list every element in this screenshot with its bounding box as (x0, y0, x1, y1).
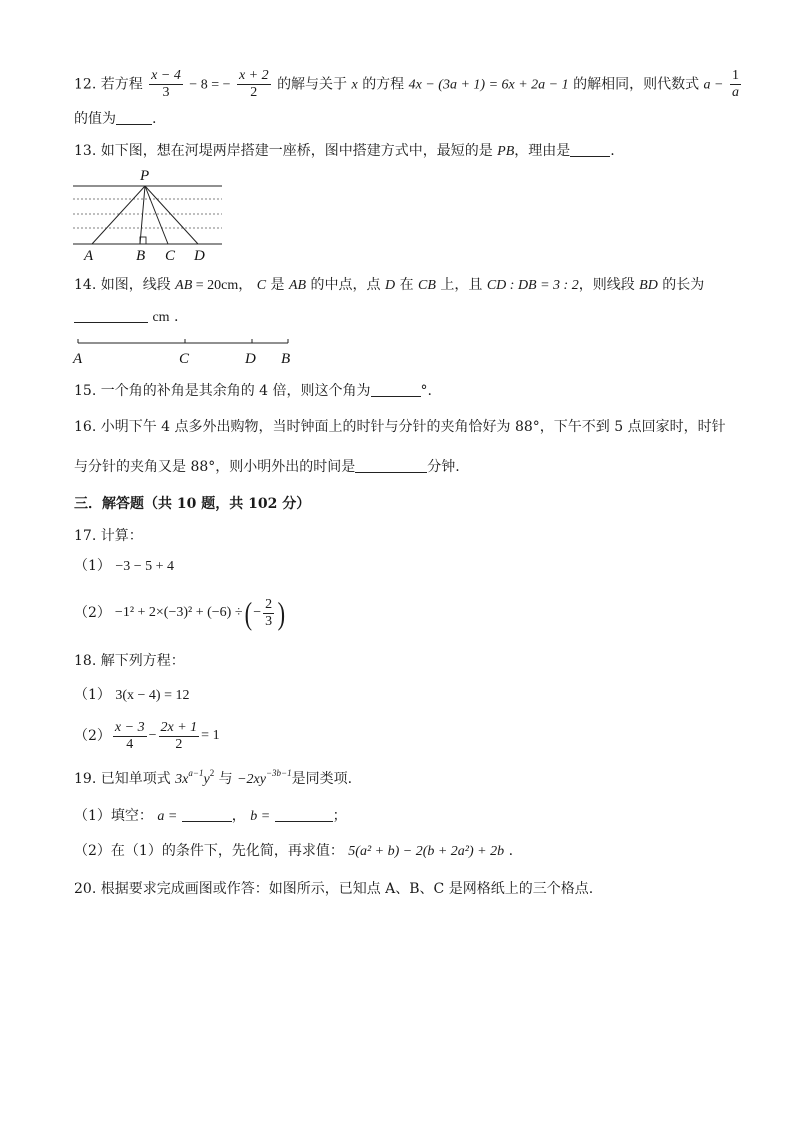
label-d: D (194, 248, 205, 264)
q16-line2: 与分针的夹角又是 88°，则小明外出的时间是 分钟. (74, 459, 460, 475)
label-b: B (281, 351, 291, 367)
label-b: B (136, 248, 146, 264)
q19-line1: 19. 已知单项式 $3x^{a-1}y^2$ 与 $-2xy^{-3b-1}$是同类项. (74, 768, 353, 787)
label-d: D (245, 351, 256, 367)
river-bridge-figure (70, 166, 230, 264)
label-a: A (73, 351, 83, 367)
q19-part1: （1）填空： a = ， b = ； (74, 808, 347, 824)
segment-pc (145, 186, 168, 244)
q18-fraction-2: $\frac{2x + 1}{2}$ (160, 719, 198, 752)
answer-blank[interactable] (74, 308, 148, 323)
q17-part1: （1） −3 − 5 + 4 (74, 558, 175, 574)
label-a: A (84, 248, 94, 264)
q17-fraction: $\frac{2}{3}$ (265, 596, 273, 629)
section-heading: 三．解答题（共 10 题，共 102 分） (74, 496, 311, 512)
label-c: C (179, 351, 190, 367)
q20-line: 20. 根据要求完成画图或作答：如图所示，已知点 A、B、C 是网格纸上的三个格点. (74, 881, 594, 897)
q17-title: 17. 计算： (74, 528, 143, 544)
segment-figure (70, 334, 300, 370)
q12-fraction-1: $\frac{x - 4}{3}$ (151, 68, 181, 100)
label-p: P (140, 168, 150, 184)
q14-line2: cm . (74, 308, 178, 327)
q18-part2: （2） $\frac{x - 3}{4}$ − $\frac{2x + 1}{2}$ = 1 (74, 719, 220, 752)
answer-blank[interactable] (371, 382, 421, 397)
q16-line1: 16. 小明下午 4 点多外出购物，当时钟面上的时针与分针的夹角恰好为 88°，下午不到 5 点回家时，时针 (74, 419, 726, 435)
answer-blank-a[interactable] (182, 807, 232, 822)
segment-pd (145, 186, 198, 244)
q17-part2: （2） −1² + 2×(−3)² + (−6) ÷ ( − $\frac{2}{3}$ ) (74, 595, 286, 631)
q19-part2: （2）在（1）的条件下，先化简，再求值： 5(a² + b) − 2(b + 2a²) + 2b . (74, 843, 514, 859)
q18-fraction-1: $\frac{x - 3}{4}$ (114, 719, 145, 752)
q12-line1: 12. 若方程 $\frac{x - 4}{3}$ − 8 = − $\frac{x + 2}{2}$ 的解与关于 x 的方程 4x − (3a + 1) = 6x + 2a − 1 的解相同，则代数式 a − $\frac{1}{a}$ (74, 68, 739, 100)
q18-part1: （1） 3(x − 4) = 12 (74, 687, 190, 703)
q12-line2: 的值为 . (74, 111, 157, 127)
q15-line: 15. 一个角的补角是其余角的 4 倍，则这个角为 °. (74, 383, 432, 399)
answer-blank[interactable] (570, 142, 610, 157)
segment-pb (140, 186, 145, 244)
q14-line1: 14. 如图，线段 AB = 20cm， C 是 AB 的中点，点 D 在 CB 上，且 CD : DB = 3 : 2，则线段 BD 的长为 (74, 277, 705, 293)
answer-blank[interactable] (116, 110, 152, 125)
q13-line: 13. 如下图，想在河堤两岸搭建一座桥，图中搭建方式中，最短的是 PB，理由是 . (74, 143, 615, 159)
segment-pa (92, 186, 145, 244)
q12-fraction-3: $\frac{1}{a}$ (731, 68, 739, 100)
answer-blank[interactable] (355, 458, 427, 473)
answer-blank-b[interactable] (275, 807, 333, 822)
q12-fraction-2: $\frac{x + 2}{2}$ (238, 68, 269, 100)
label-c: C (165, 248, 176, 264)
q18-title: 18. 解下列方程： (74, 653, 185, 669)
